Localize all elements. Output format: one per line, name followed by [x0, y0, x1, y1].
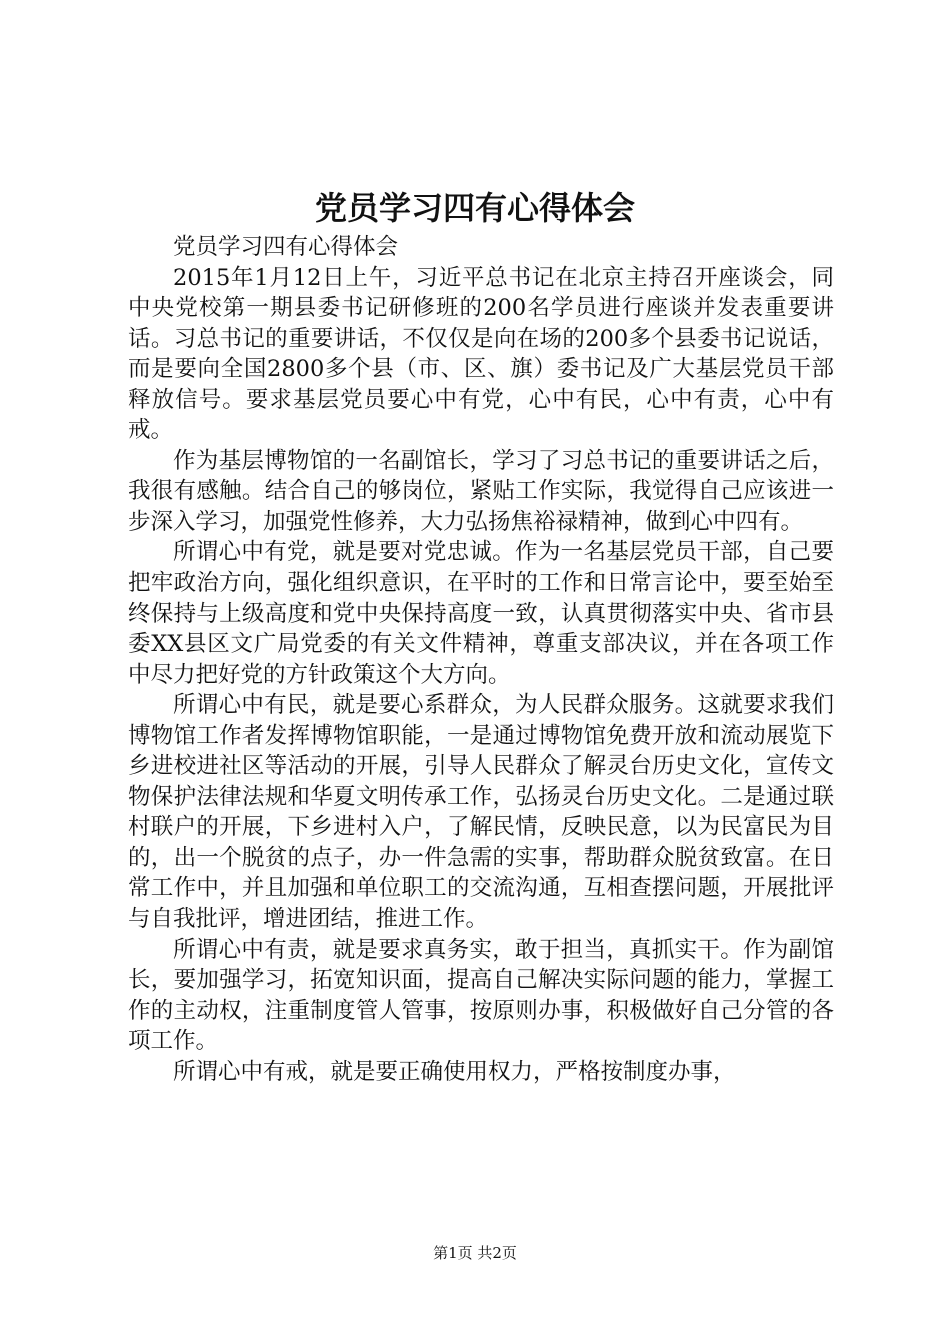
paragraph-heading: 党员学习四有心得体会 — [173, 234, 399, 260]
paragraph-people: 所谓心中有民，就是要心系群众，为人民群众服务。这就要求我们博物馆工作者发挥博物馆职能，一是通过博物馆免费开放和流动展览下乡进校进社区等活动的开展，引导人民群众了解灵台历史文化，宣传文物保护法律法规和华夏文明传承工作，弘扬灵台历史文化。二是通过联村联户的开展，下乡进村入户，了解民情，反映民意，以为民富民为目的，出一个脱贫的点子，办一件急需的实事，帮助群众脱贫致富。在日常工作中，并且加强和单位职工的交流沟通，互相查摆问题，开展批评与自我批评，增进团结，推进工作。 — [128, 692, 834, 933]
paragraph-reflection: 作为基层博物馆的一名副馆长，学习了习总书记的重要讲话之后，我很有感触。结合自己的够岗位，紧贴工作实际，我觉得自己应该进一步深入学习，加强党性修养，大力弘扬焦裕禄精神，做到心中四有。 — [128, 447, 834, 535]
document-title: 党员学习四有心得体会 — [314, 189, 635, 227]
document-body — [128, 232, 834, 1087]
paragraph-party: 所谓心中有党，就是要对党忠诚。作为一名基层党员干部，自己要把牢政治方向，强化组织意识，在平时的工作和日常言论中，要至始至终保持与上级高度和党中央保持高度一致，认真贯彻落实中央、省市县委XX县区文广局党委的有关文件精神，尊重支部决议，并在各项工作中尽力把好党的方针政策这个大方向。 — [128, 539, 834, 688]
paragraph-responsibility: 所谓心中有责，就是要求真务实，敢于担当，真抓实干。作为副馆长，要加强学习，拓宽知识面，提高自己解决实际问题的能力，掌握工作的主动权，注重制度管人管事，按原则办事，积极做好自己分管的各项工作。 — [128, 936, 834, 1055]
paragraph-discipline: 所谓心中有戒，就是要正确使用权力，严格按制度办事， — [173, 1058, 736, 1085]
paragraph-intro: 2015年1月12日上午，习近平总书记在北京主持召开座谈会，同中央党校第一期县委书记研修班的200名学员进行座谈并发表重要讲话。习总书记的重要讲话，不仅仅是向在场的200多个县委书记说话，而是要向全国2800多个县（市、区、旗）委书记及广大基层党员干部释放信号。要求基层党员要心中有党，心中有民，心中有责，心中有戒。 — [128, 264, 834, 444]
page-footer: 第1页 共2页 — [433, 1244, 517, 1262]
